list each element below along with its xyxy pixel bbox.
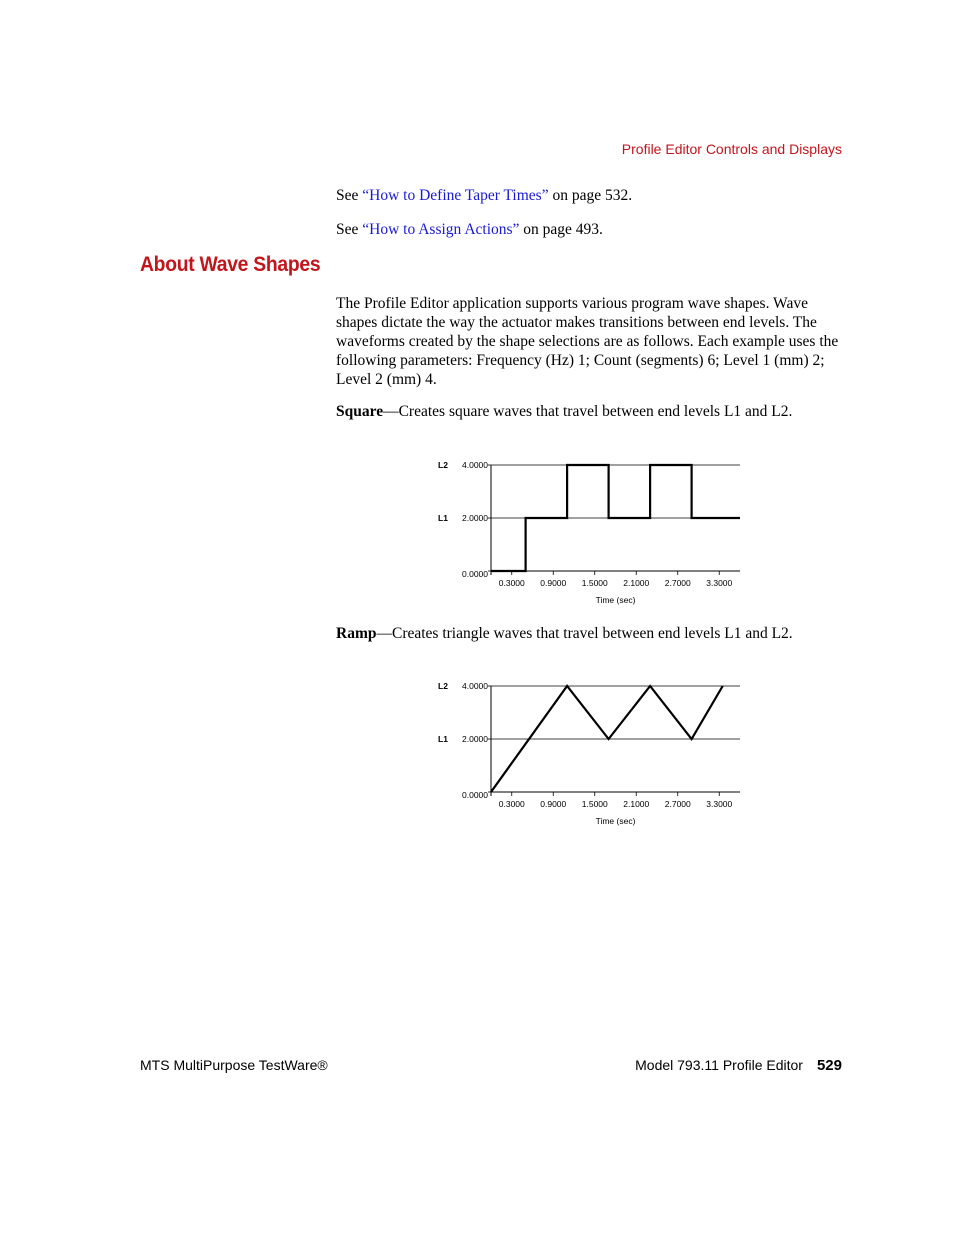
ramp-term: Ramp (336, 625, 377, 642)
x-tick-label: 0.9000 (540, 578, 567, 588)
x-tick-label: 3.3000 (706, 578, 733, 588)
square-description (336, 402, 842, 421)
ramp-wave-plot (420, 673, 750, 833)
xref-prefix: See (336, 221, 363, 238)
y-tick-label: 2.0000 (462, 513, 488, 523)
x-axis-label: Time (sec) (595, 816, 636, 826)
y-tick-label: 4.0000 (462, 460, 488, 470)
y-tick-label: 4.0000 (462, 681, 488, 691)
ramp-wave-chart (420, 673, 750, 853)
x-tick-label: 0.9000 (540, 799, 567, 809)
xref-suffix: on page 532. (548, 187, 633, 204)
square-wave-plot (420, 452, 750, 612)
page-number: 529 (816, 1057, 842, 1074)
footer-left: MTS MultiPurpose TestWare® (140, 1057, 328, 1073)
level-label-l1: L1 (438, 734, 448, 744)
x-tick-label: 1.5000 (581, 578, 608, 588)
level-label-l2: L2 (438, 460, 448, 470)
footer-title: Model 793.11 Profile Editor (635, 1057, 803, 1073)
xref-suffix: on page 493. (519, 221, 603, 238)
x-tick-label: 3.3000 (706, 799, 733, 809)
xref-prefix: See (336, 187, 363, 204)
x-tick-label: 2.1000 (623, 578, 650, 588)
x-tick-label: 2.7000 (664, 799, 691, 809)
running-head: Profile Editor Controls and Displays (621, 141, 842, 157)
section-heading: About Wave Shapes (140, 253, 321, 276)
x-axis-label: Time (sec) (595, 595, 636, 605)
x-tick-label: 2.7000 (664, 578, 691, 588)
level-label-l1: L1 (438, 513, 448, 523)
y-tick-label: 0.0000 (462, 790, 488, 800)
link-define-taper-times[interactable]: “How to Define Taper Times” (362, 187, 549, 204)
x-tick-label: 0.3000 (498, 799, 525, 809)
xref-taper-times (336, 186, 632, 205)
y-tick-label: 2.0000 (462, 734, 488, 744)
x-tick-label: 2.1000 (623, 799, 650, 809)
square-term: Square (336, 403, 384, 420)
ramp-desc-text: —Creates triangle waves that travel between end levels L1 and L2. (376, 625, 793, 642)
x-tick-label: 0.3000 (498, 578, 525, 588)
square-desc-text: —Creates square waves that travel between end levels L1 and L2. (383, 403, 793, 420)
y-tick-label: 0.0000 (462, 569, 488, 579)
ramp-description (336, 624, 842, 643)
waveform-line (491, 465, 740, 571)
xref-assign-actions (336, 220, 603, 239)
square-wave-chart (420, 452, 750, 632)
level-label-l2: L2 (438, 681, 448, 691)
link-assign-actions[interactable]: “How to Assign Actions” (362, 221, 520, 238)
x-tick-label: 1.5000 (581, 799, 608, 809)
footer-right (635, 1057, 842, 1074)
intro-paragraph: The Profile Editor application supports various program wave shapes. Wave shapes dictate the way the actuator makes transitions between end levels. The waveforms created by the shape selections are as follows. Each example uses the following parameters: Frequency (Hz) 1; Count (segments) 6; Level 1 (mm) 2; Level 2 (mm) 4. (336, 295, 839, 388)
